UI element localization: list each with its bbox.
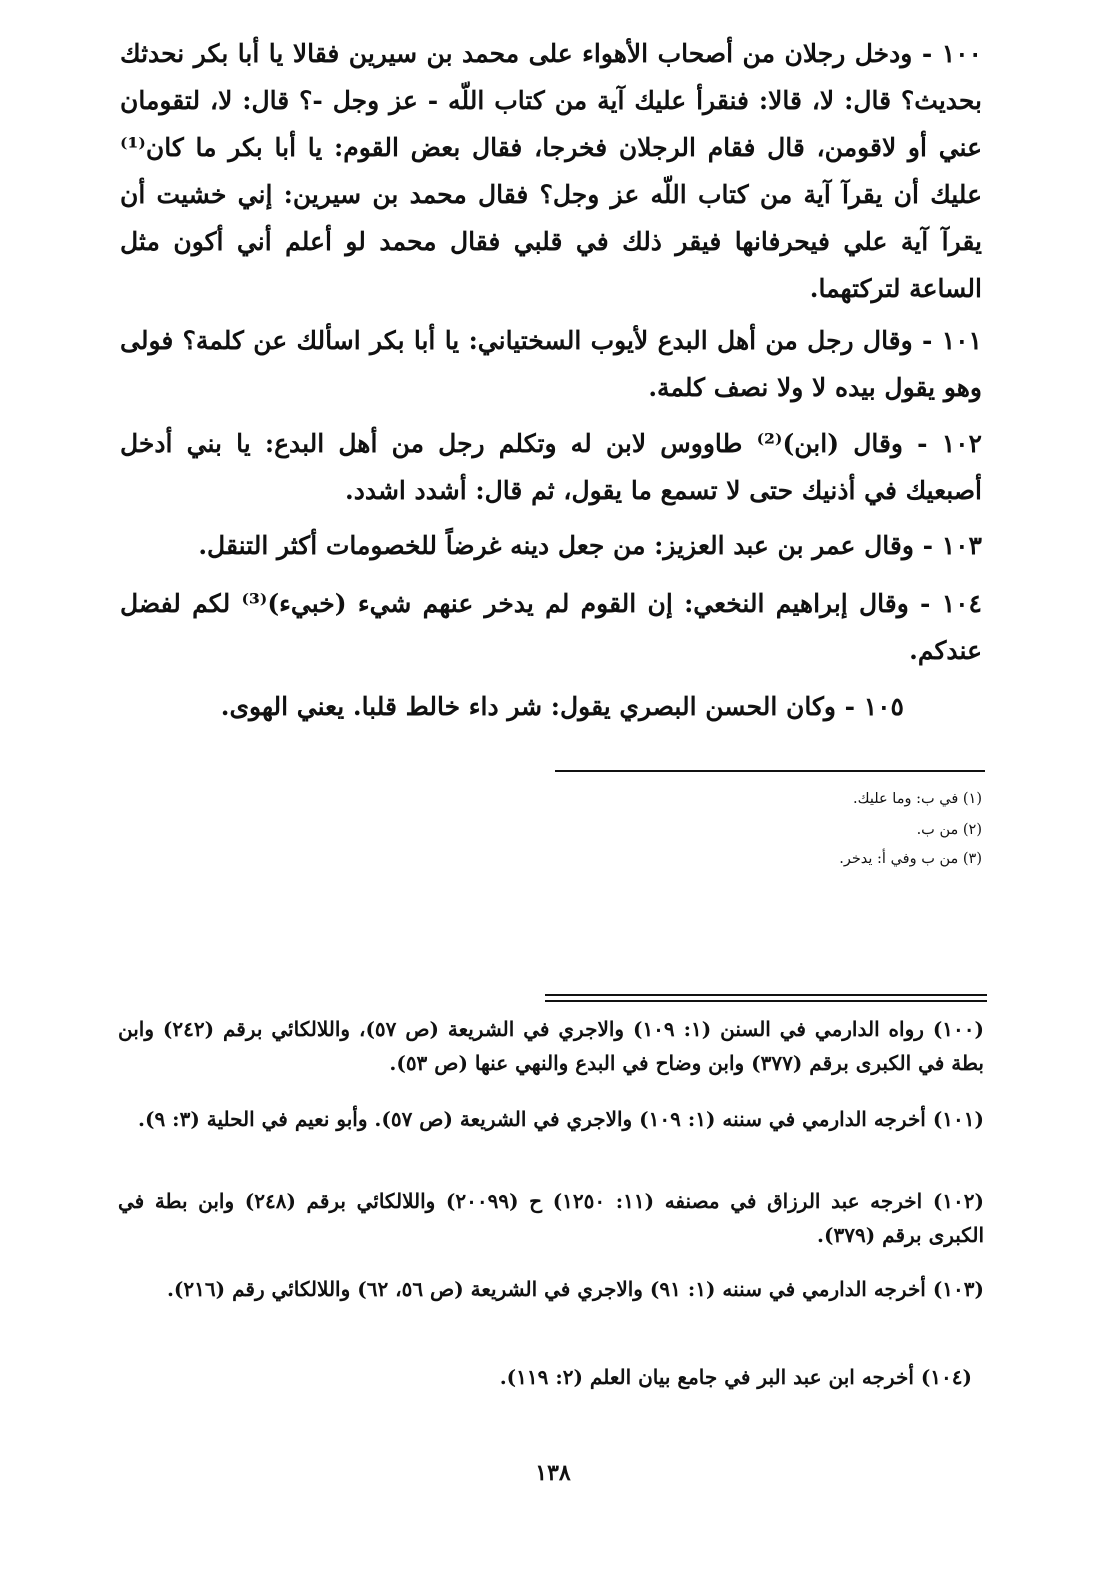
sources-separator-bottom (545, 1000, 987, 1002)
paragraph-102: ١٠٢ - وقال (ابن)⁽²⁾ طاووس لابن له وتكلم رجل من أهل البدع: يا بني أدخل أصبعيك في أذنيك حتى لا تسمع ما يقول، ثم قال: أشدد اشدد. (120, 429, 982, 505)
paragraph-105: ١٠٥ - وكان الحسن البصري يقول: شر داء خالط قلبا. يعني الهوى. (220, 692, 904, 721)
source-note-103: (١٠٣) أخرجه الدارمي في سننه (١: ٩١) والاجري في الشريعة (ص ٥٦، ٦٢) واللالكائي رقم (٢١٦). (166, 1277, 984, 1301)
footnote-separator (555, 770, 985, 772)
footnote-2: (٢) من ب. (916, 822, 982, 838)
source-note-101: (١٠١) أخرجه الدارمي في سننه (١: ١٠٩) والاجري في الشريعة (ص ٥٧). وأبو نعيم في الحلية (٣: ٩). (138, 1107, 984, 1131)
source-note-100: (١٠٠) رواه الدارمي في السنن (١: ١٠٩) والاجري في الشريعة (ص ٥٧)، واللالكائي برقم (٢٤٢) وابن بطة في الكبرى برقم (٣٧٧) وابن وضاح في البدع والنهي عنها (ص ٥٣). (118, 1017, 984, 1075)
footnote-1: (١) في ب: وما عليك. (853, 791, 982, 807)
paragraph-101: ١٠١ - وقال رجل من أهل البدع لأيوب السختياني: يا أبا بكر اسألك عن كلمة؟ فولى وهو يقول بيده لا ولا نصف كلمة. (120, 326, 982, 402)
page-number: ١٣٨ (535, 1460, 571, 1486)
paragraph-100: ١٠٠ - ودخل رجلان من أصحاب الأهواء على محمد بن سيرين فقالا يا أبا بكر نحدثك بحديث؟ قال: لا، قالا: فنقرأ عليك آية من كتاب اللّه - عز وجل -؟ قال: لا، لتقومان عني أو لاقومن، قال فقام الرجلان فخرجا، فقال بعض القوم: يا أبا بكر ما كان⁽¹⁾ عليك أن يقرآ آية من كتاب اللّه عز وجل؟ فقال محمد بن سيرين: إني خشيت أن يقرآ آية علي فيحرفانها فيقر ذلك في قلبي فقال محمد لو أعلم أني أكون مثل الساعة لتركتهما. (120, 39, 982, 303)
source-note-102: (١٠٢) اخرجه عبد الرزاق في مصنفه (١١: ١٢٥٠) ح (٢٠٠٩٩) واللالكائي برقم (٢٤٨) وابن بطة في الكبرى برقم (٣٧٩). (118, 1189, 984, 1247)
paragraph-104: ١٠٤ - وقال إبراهيم النخعي: إن القوم لم يدخر عنهم شيء (خبيء)⁽³⁾ لكم لفضل عندكم. (120, 589, 982, 665)
paragraph-103: ١٠٣ - وقال عمر بن عبد العزيز: من جعل دينه غرضاً للخصومات أكثر التنقل. (198, 531, 982, 560)
footnote-3: (٣) من ب وفي أ: يدخر. (839, 851, 982, 867)
sources-separator-top (545, 994, 987, 996)
source-note-104: (١٠٤) أخرجه ابن عبد البر في جامع بيان العلم (٢: ١١٩). (499, 1365, 972, 1389)
